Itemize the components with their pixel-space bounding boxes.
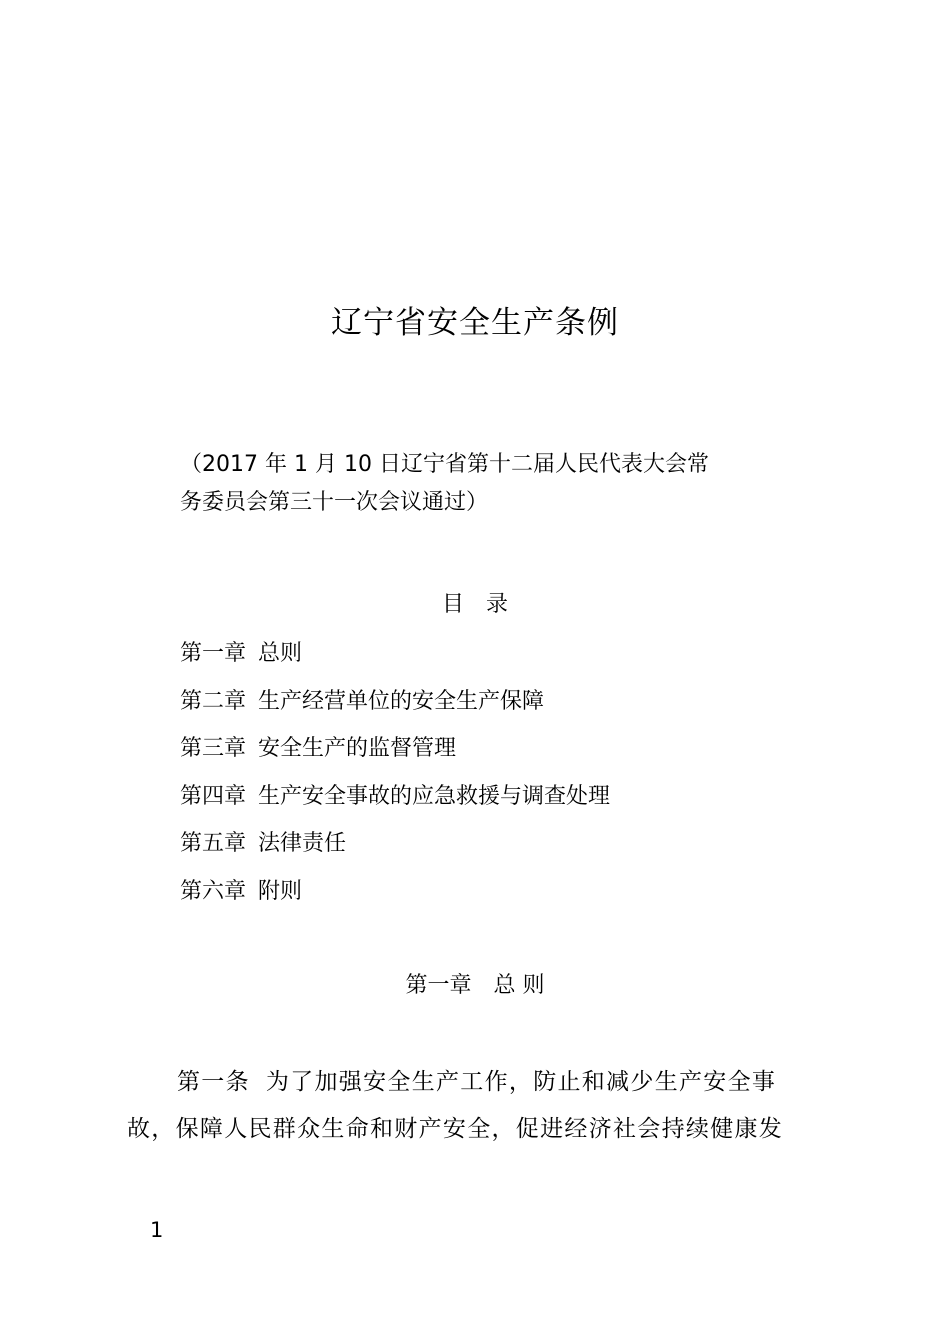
article-line-2: 故，保障人民群众生命和财产安全，促进经济社会持续健康发 bbox=[127, 1116, 784, 1142]
adoption-note-line-2: 务委员会第三十一次会议通过） bbox=[180, 490, 489, 515]
document-title: 辽宁省安全生产条例 bbox=[331, 305, 619, 341]
chapter-heading: 第一章 总 则 bbox=[405, 973, 545, 998]
article-number: 第一条 bbox=[177, 1069, 250, 1095]
toc-chapter-number: 第五章 bbox=[180, 831, 247, 856]
article-paragraph bbox=[127, 1060, 837, 1154]
toc-chapter-title: 附则 bbox=[258, 878, 303, 904]
article-text: 为了加强安全生产工作，防止和减少生产安全事 bbox=[265, 1069, 777, 1095]
adoption-note-line-1: （2017 年 1 月 10 日辽宁省第十二届人民代表大会常 bbox=[180, 452, 709, 477]
toc-chapter-number: 第三章 bbox=[180, 736, 247, 761]
page-number: 1 bbox=[150, 1218, 164, 1242]
toc-chapter-number: 第一章 bbox=[180, 641, 247, 666]
toc-chapter-title: 总则 bbox=[258, 641, 303, 666]
toc-item bbox=[180, 778, 800, 826]
toc-item bbox=[180, 730, 800, 778]
toc-item bbox=[180, 873, 800, 921]
table-of-contents bbox=[180, 635, 800, 920]
toc-chapter-number: 第二章 bbox=[180, 688, 247, 714]
toc-chapter-number: 第六章 bbox=[180, 878, 247, 904]
toc-item bbox=[180, 635, 800, 683]
adoption-note bbox=[180, 446, 800, 522]
toc-chapter-title: 生产安全事故的应急救援与调查处理 bbox=[258, 783, 611, 809]
toc-chapter-number: 第四章 bbox=[180, 783, 247, 809]
toc-chapter-title: 安全生产的监督管理 bbox=[258, 736, 457, 761]
toc-chapter-title: 法律责任 bbox=[258, 831, 347, 856]
article-line-1 bbox=[127, 1060, 837, 1107]
toc-item bbox=[180, 825, 800, 873]
toc-item bbox=[180, 683, 800, 731]
toc-heading: 目 录 bbox=[441, 592, 508, 617]
toc-chapter-title: 生产经营单位的安全生产保障 bbox=[258, 688, 545, 714]
